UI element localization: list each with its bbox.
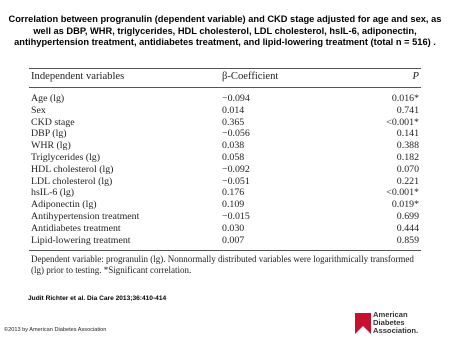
- table-row: [29, 235, 421, 247]
- table-row: [29, 164, 421, 176]
- row-variable: Antihypertension treatment: [31, 210, 140, 222]
- row-p-value: 0.388: [396, 140, 419, 152]
- row-variable: LDL cholesterol (lg): [31, 175, 113, 187]
- row-variable: Triglycerides (lg): [31, 151, 101, 163]
- table-body: [29, 93, 421, 246]
- row-coefficient: −0.056: [222, 128, 250, 140]
- row-coefficient: −0.092: [222, 163, 250, 175]
- row-p-value: 0.741: [396, 104, 419, 116]
- table-row: [29, 93, 421, 105]
- row-coefficient: 0.038: [222, 140, 245, 152]
- row-p-value: 0.182: [396, 151, 419, 163]
- row-variable: CKD stage: [31, 116, 75, 128]
- row-p-value: 0.444: [396, 222, 419, 234]
- row-variable: hsIL-6 (lg): [31, 187, 75, 199]
- row-p-value: 0.859: [396, 234, 419, 246]
- table-row: [29, 105, 421, 117]
- table-row: [29, 187, 421, 199]
- row-variable: Sex: [31, 104, 46, 116]
- row-coefficient: 0.365: [222, 116, 245, 128]
- table-row: [29, 152, 421, 164]
- citation: Judit Richter et al. Dia Care 2013;36:410-414: [28, 295, 167, 302]
- table-row: [29, 176, 421, 188]
- ada-logo-line3: Association.: [373, 326, 419, 335]
- table-top-rule: [29, 68, 421, 69]
- row-variable: WHR (lg): [31, 140, 71, 152]
- row-variable: Adiponectin (lg): [31, 199, 97, 211]
- row-coefficient: −0.015: [222, 210, 250, 222]
- row-coefficient: −0.051: [222, 175, 250, 187]
- slide-title: Correlation between progranulin (dependent variable) and CKD stage adjusted for age and sex, as well as DBP, WHR, triglycerides, HDL cholesterol, LDL cholesterol, hsIL-6, adiponectin, antihypertension treatment, antidiabetes treatment, and lipid-lowering treatment (total n = 516) .: [8, 14, 442, 48]
- row-p-value: <0.001*: [386, 187, 419, 199]
- row-p-value: 0.221: [396, 175, 419, 187]
- table-footnote: Dependent variable: progranulin (lg). Nonnormally distributed variables were logarithmically transformed (lg) prior to testing. *Significant correlation.: [31, 254, 414, 275]
- results-table: [29, 68, 421, 288]
- table-row: [29, 128, 421, 140]
- row-variable: HDL cholesterol (lg): [31, 163, 114, 175]
- ada-logo-icon: [354, 311, 372, 336]
- row-coefficient: 0.014: [222, 104, 245, 116]
- ada-logo-text: [373, 311, 418, 335]
- row-coefficient: 0.109: [222, 199, 245, 211]
- row-p-value: <0.001*: [386, 116, 419, 128]
- row-coefficient: 0.176: [222, 187, 245, 199]
- table-header-rule: [29, 87, 421, 88]
- row-variable: Lipid-lowering treatment: [31, 234, 131, 246]
- header-beta-coefficient: β-Coefficient: [222, 71, 279, 82]
- table-row: [29, 211, 421, 223]
- row-coefficient: 0.007: [222, 234, 245, 246]
- row-variable: Antidiabetes treatment: [31, 222, 121, 234]
- table-row: [29, 199, 421, 211]
- table-row: [29, 223, 421, 235]
- copyright: ©2013 by American Diabetes Association: [4, 327, 107, 333]
- ada-logo-line2: Diabetes: [373, 318, 405, 327]
- table-bottom-rule: [29, 250, 421, 251]
- row-p-value: 0.019*: [391, 199, 419, 211]
- header-p-value: P: [412, 71, 419, 82]
- row-p-value: 0.699: [396, 210, 419, 222]
- row-p-value: 0.016*: [391, 93, 419, 104]
- row-coefficient: 0.030: [222, 222, 245, 234]
- row-variable: Age (lg): [31, 93, 65, 104]
- header-independent-variables: Independent variables: [31, 71, 125, 82]
- table-row: [29, 117, 421, 129]
- row-coefficient: −0.094: [222, 93, 250, 104]
- ada-logo-line1: American: [373, 310, 408, 319]
- row-p-value: 0.141: [396, 128, 419, 140]
- ada-logo: [354, 309, 450, 338]
- row-variable: DBP (lg): [31, 128, 67, 140]
- row-coefficient: 0.058: [222, 151, 245, 163]
- table-row: [29, 140, 421, 152]
- row-p-value: 0.070: [396, 163, 419, 175]
